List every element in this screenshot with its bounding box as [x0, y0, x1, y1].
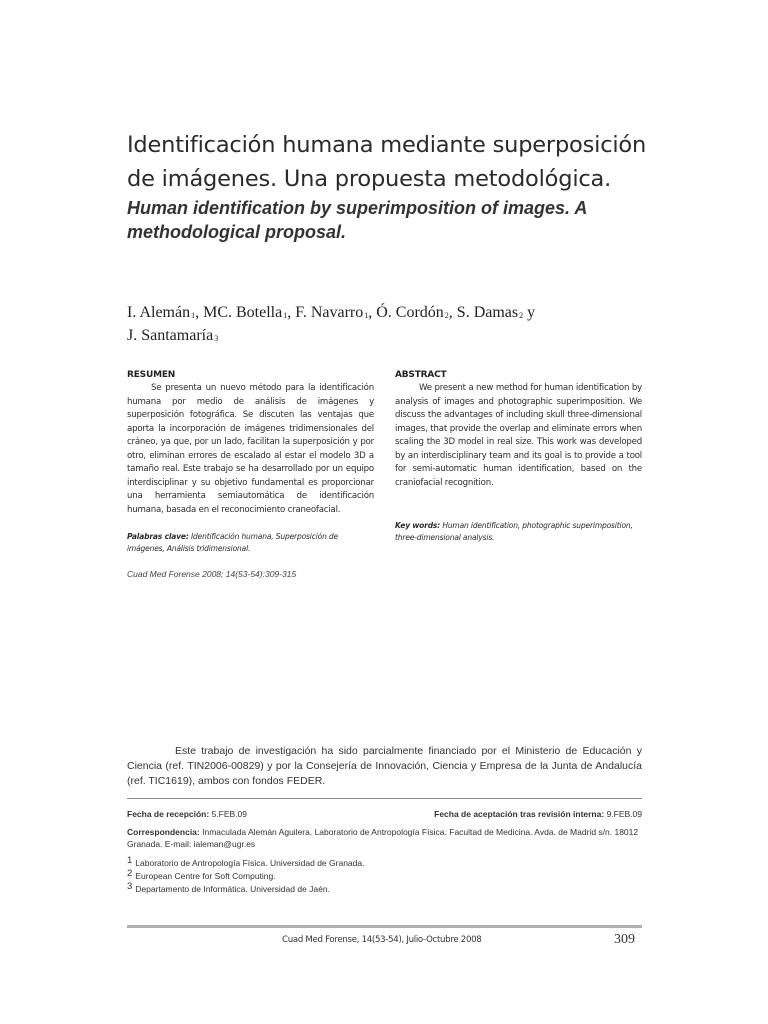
author-affiliation: 1 [283, 311, 288, 320]
page-number: 309 [614, 932, 635, 947]
keywords-en-text: Human identification, photographic superimposition, three-dimensional analysis. [395, 521, 633, 543]
accepted-date [434, 809, 642, 819]
abstract-text: We present a new method for human identification by analysis of images and photographic superimposition. We discuss the advantages of including skull three-dimensional images, that provide the overlap and eliminate errors when scaling the 3D model in real size. This work was developed by an interdisciplinary team and its goal is to provide a tool for semi-automatic human identification, based on the craniofacial recognition. [395, 383, 642, 488]
correspondence [127, 826, 647, 850]
correspondence-text: Inmaculada Alemán Aguilera. Laboratorio de Antropología Física. Facultad de Medicina. Avda. de Madrid s/n. 18012 Granada. E-mail: ialeman@ugr.es [127, 827, 639, 849]
article-dates [127, 809, 642, 823]
author-separator: y [523, 304, 536, 321]
author-affiliation: 1 [191, 311, 196, 320]
author-name: J. Santamaría [127, 327, 214, 344]
author-affiliation: 1 [364, 311, 369, 320]
affiliation-number: 2 [127, 868, 133, 879]
affiliation-item [127, 883, 642, 896]
affiliation-text: Departamento de Informática. Universidad de Jaén. [135, 884, 330, 894]
accepted-value: 9.FEB.09 [606, 809, 642, 819]
journal-citation: Cuad Med Forense 2008; 14(53-54):309-315 [127, 569, 297, 580]
keywords-es-text: Identificación humana, Superposición de imágenes, Análisis tridimensional. [127, 532, 338, 554]
affiliation-item [127, 870, 642, 883]
affiliation-text: Laboratorio de Antropología Física. Universidad de Granada. [135, 858, 365, 868]
title-spanish: Identificación humana mediante superposición de imágenes. Una propuesta metodológica. [127, 132, 647, 192]
abstract-heading: ABSTRACT [395, 370, 447, 380]
author-name: Ó. Cordón [376, 304, 444, 321]
keywords-es [127, 531, 374, 555]
title-english: Human identification by superimposition of images. A methodological proposal. [127, 198, 587, 242]
keywords-es-label: Palabras clave: [127, 532, 189, 542]
funding-note: Este trabajo de investigación ha sido parcialmente financiado por el Ministerio de Educación y Ciencia (ref. TIN2006-00829) y por la Consejería de Innovación, Ciencia y Empresa de la Junta de Andalucía (ref. TIC1619), ambos con fondos FEDER. [127, 745, 642, 787]
author-affiliation: 2 [519, 311, 524, 320]
author-separator: , [195, 304, 204, 321]
correspondence-label: Correspondencia: [127, 827, 200, 837]
received-value: 5.FEB.09 [211, 809, 248, 819]
author-affiliation: 2 [444, 311, 449, 320]
author-name: I. Alemán [127, 304, 191, 321]
affiliation-list [127, 857, 642, 896]
author-name: F. Navarro [295, 304, 364, 321]
resumen-heading: RESUMEN [127, 370, 176, 380]
author-list [127, 302, 647, 348]
footer-rule [127, 925, 642, 928]
divider [127, 798, 642, 799]
resumen-text: Se presenta un nuevo método para la identificación humana por medio de análisis de imágenes y superposición fotográfica. Se discuten las ventajas que aporta la incorporación de imágenes tridimensionales del cráneo, ya que, por un lado, facilitan la superposición y por otro, eliminan errores de escalado al estar el modelo 3D a tamaño real. Este trabajo se ha desarrollado por un equipo interdisciplinar y su objetivo fundamental es proporcionar una herramienta semiautomática de identificación humana, basada en el reconocimiento craneofacial. [127, 383, 374, 515]
author-name: S. Damas [456, 304, 519, 321]
affiliation-number: 1 [127, 855, 133, 866]
received-date [127, 809, 247, 819]
accepted-label: Fecha de aceptación tras revisión interna: [434, 809, 605, 819]
affiliation-text: European Centre for Soft Computing. [135, 871, 276, 881]
affiliation-item [127, 857, 642, 870]
resumen-section [127, 370, 374, 579]
author-separator: , [368, 304, 377, 321]
abstract-section [395, 370, 642, 544]
keywords-en-label: Key words: [395, 521, 441, 531]
author-name: MC. Botella [203, 304, 283, 321]
received-label: Fecha de recepción: [127, 809, 210, 819]
author-affiliation: 3 [214, 334, 219, 343]
keywords-en [395, 520, 642, 544]
affiliation-number: 3 [127, 881, 133, 892]
footer-journal: Cuad Med Forense, 14(53-54), Julio-Octubre 2008 [282, 935, 482, 945]
author-separator: , [287, 304, 296, 321]
author-separator: , [448, 304, 457, 321]
